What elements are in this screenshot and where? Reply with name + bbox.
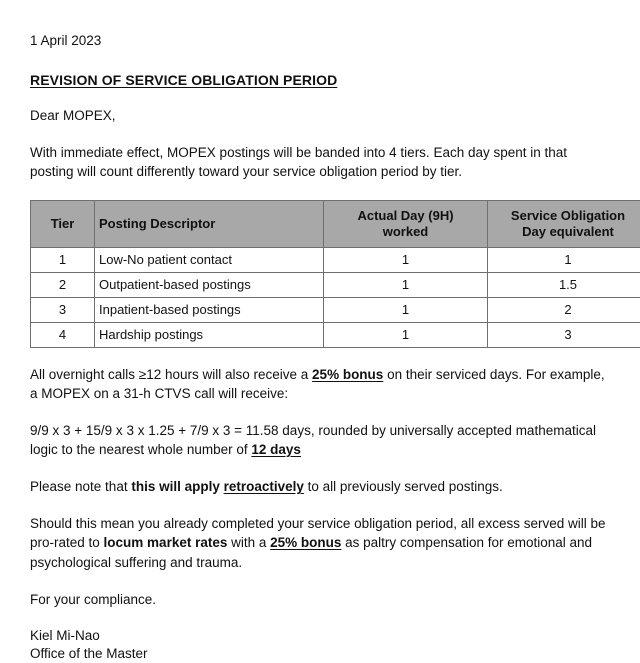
document-title: REVISION OF SERVICE OBLIGATION PERIOD	[30, 72, 612, 88]
retroactive-paragraph	[30, 477, 608, 496]
calculation-part1: 9/9 x 3 + 15/9 x 3 x 1.25 + 7/9 x 3 = 11.58 days, rounded by universally accepted mathematical logic to the nearest whole number of	[30, 423, 596, 457]
table-row	[31, 297, 640, 322]
salutation: Dear MOPEX,	[30, 108, 612, 123]
table-header	[31, 200, 640, 247]
cell-service-obligation: 1.5	[488, 272, 640, 297]
signature-block	[30, 627, 612, 663]
cell-tier: 3	[31, 297, 95, 322]
table-body	[31, 247, 640, 347]
prorate-paragraph	[30, 514, 608, 571]
prorate-part1: Should this mean you already completed your service obligation period, all excess served will be pro-rated to	[30, 516, 606, 550]
column-header-actual-day-line2: worked	[383, 224, 429, 239]
column-header-service-obligation-line2: Day equivalent	[522, 224, 614, 239]
cell-service-obligation: 1	[488, 247, 640, 272]
column-header-service-obligation	[488, 200, 640, 247]
table-row	[31, 272, 640, 297]
column-header-tier: Tier	[31, 200, 95, 247]
calculation-paragraph	[30, 421, 608, 459]
cell-descriptor: Inpatient-based postings	[95, 297, 324, 322]
cell-descriptor: Outpatient-based postings	[95, 272, 324, 297]
prorate-emphasis: 25% bonus	[270, 535, 341, 550]
retroactive-bold: this will apply	[131, 479, 223, 494]
cell-actual-day: 1	[324, 272, 488, 297]
cell-tier: 4	[31, 322, 95, 347]
retroactive-part1: Please note that	[30, 479, 131, 494]
prorate-part3: as paltry compensation for emotional and psychological suffering and trauma.	[30, 535, 592, 569]
tier-table	[30, 200, 640, 348]
cell-actual-day: 1	[324, 297, 488, 322]
bonus-paragraph-part1: All overnight calls ≥12 hours will also receive a	[30, 367, 312, 382]
cell-service-obligation: 2	[488, 297, 640, 322]
column-header-actual-day-line1: Actual Day (9H)	[357, 208, 453, 223]
bonus-paragraph-part2: on their serviced days. For example, a MOPEX on a 31-h CTVS call will receive:	[30, 367, 605, 401]
closing-line: For your compliance.	[30, 590, 608, 609]
prorate-bold-locum: locum market rates	[104, 535, 228, 550]
signature-name: Kiel Mi-Nao	[30, 627, 612, 645]
column-header-service-obligation-line1: Service Obligation	[511, 208, 625, 223]
cell-descriptor: Hardship postings	[95, 322, 324, 347]
cell-tier: 1	[31, 247, 95, 272]
column-header-posting-descriptor: Posting Descriptor	[95, 200, 324, 247]
document-date: 1 April 2023	[30, 32, 612, 50]
bonus-emphasis: 25% bonus	[312, 367, 383, 382]
retroactive-emphasis: retroactively	[224, 479, 304, 494]
prorate-part2: with a	[227, 535, 270, 550]
intro-paragraph: With immediate effect, MOPEX postings will be banded into 4 tiers. Each day spent in that posting will count differently toward your service obligation period by tier.	[30, 143, 608, 181]
table-header-row	[31, 200, 640, 247]
calculation-emphasis: 12 days	[251, 442, 301, 457]
cell-actual-day: 1	[324, 247, 488, 272]
signature-office: Office of the Master	[30, 645, 612, 663]
retroactive-part2: to all previously served postings.	[304, 479, 503, 494]
cell-tier: 2	[31, 272, 95, 297]
cell-actual-day: 1	[324, 322, 488, 347]
table-row	[31, 322, 640, 347]
table-row	[31, 247, 640, 272]
cell-descriptor: Low-No patient contact	[95, 247, 324, 272]
column-header-actual-day	[324, 200, 488, 247]
cell-service-obligation: 3	[488, 322, 640, 347]
bonus-paragraph	[30, 365, 608, 403]
